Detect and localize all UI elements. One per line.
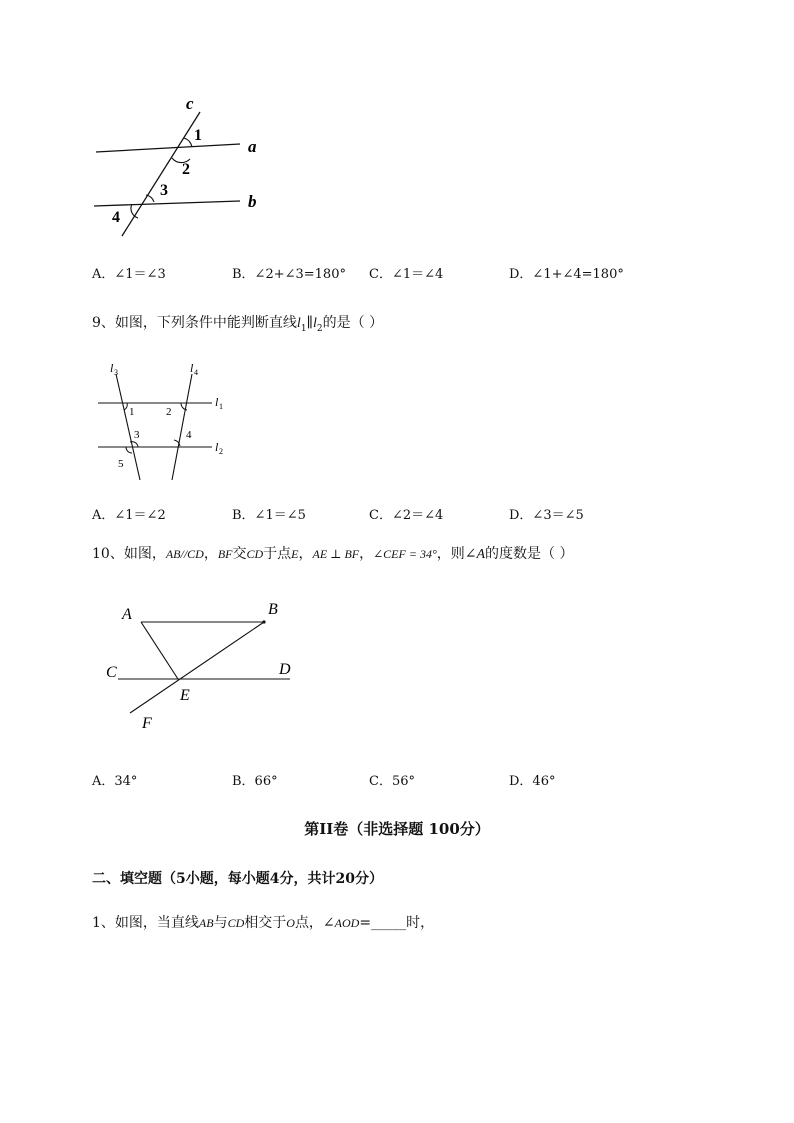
line-a [96,144,240,152]
label-C: C [106,664,117,681]
label-c: c [186,94,194,113]
angle-arc-4 [131,204,138,218]
q10-mid6: ，则∠ [436,546,477,562]
q8-figure [88,92,278,242]
label-B: B [268,601,278,618]
label-b: b [248,192,257,211]
fill1-ab: AB [198,916,214,930]
q9-option-c[interactable]: C．∠2＝∠4 [369,508,444,523]
q9-l2: l [313,316,317,331]
label-l4-sub: 4 [194,368,198,377]
q9-figure [94,360,244,485]
q8-option-d[interactable]: D．∠1+∠4=180° [509,267,624,282]
q9-suffix: 的是（ ） [322,315,384,331]
q10-figure [100,596,310,736]
line-b [94,201,240,206]
q9-option-b[interactable]: B．∠1＝∠5 [232,508,306,523]
q10-mid1: ， [203,546,218,562]
q10-option-a[interactable]: A．34° [92,774,138,789]
q10-e: E [291,547,299,561]
fill1-mid1: 与 [213,915,228,931]
q9-l2-sub: 2 [316,323,323,334]
q10-cd: CD [246,547,264,561]
label-a: a [248,137,257,156]
fill1-mid3: 点，∠ [294,915,335,931]
label-l2-sub: 2 [219,447,223,456]
q8-option-c[interactable]: C．∠1＝∠4 [369,267,444,282]
q8-option-b[interactable]: B．∠2+∠3=180° [232,267,346,282]
q9-parallel: ∥ [306,315,314,331]
part2-title: 第II卷（非选择题 100分） [304,820,490,838]
q9-l1-sub: 1 [300,323,307,334]
fill1-aod: AOD [334,916,360,930]
q10-option-b[interactable]: B．66° [232,774,278,789]
label-4: 4 [112,209,120,226]
q10-stem [92,543,574,563]
fill1-answer-blank[interactable]: =_____时， [359,915,435,931]
label-l3-sub: 3 [114,368,118,377]
q9-stem [92,312,383,334]
q10-ab-cd: AB//CD [165,547,204,561]
label-1: 1 [129,406,135,418]
q9-prefix: 9、如图，下列条件中能判断直线 [92,315,297,331]
q10-a: A [476,547,486,562]
label-4: 4 [186,429,192,441]
label-2: 2 [166,406,172,418]
section2-title: 二、填空题（5小题，每小题4分，共计20分） [92,871,383,887]
label-5: 5 [118,458,124,470]
label-l1: l [215,395,219,409]
fill1-prefix: 1、如图，当直线 [92,915,199,931]
label-l4: l [190,361,194,375]
angle-arc-5 [126,447,132,453]
label-F: F [142,715,152,732]
q10-mid3: 于点 [263,546,292,562]
q10-option-c[interactable]: C．56° [369,774,415,789]
angle-arc-1 [184,138,192,147]
q8-option-a[interactable]: A．∠1＝∠3 [92,267,166,282]
line-l4 [172,374,192,480]
q10-cef: ∠CEF = 34° [373,547,437,561]
q10-mid4: ， [298,546,313,562]
q10-mid5: ， [359,546,374,562]
fill1-mid2: 相交于 [244,915,287,931]
q10-suffix: 的度数是（ ） [485,546,574,562]
q10-ae-bf: AE ⊥ BF [312,547,360,561]
angle-arc-1 [124,403,127,410]
fill1-o: O [286,916,295,930]
label-A: A [122,606,132,623]
q9-option-d[interactable]: D．∠3＝∠5 [509,508,584,523]
label-3: 3 [160,182,168,199]
q10-bf: BF [217,547,233,561]
q10-option-d[interactable]: D．46° [509,774,556,789]
fill1-cd: CD [227,916,245,930]
label-l2: l [215,440,219,454]
q10-prefix: 10、如图， [92,546,166,562]
fill1-stem [92,912,434,932]
label-l3: l [110,361,114,375]
point-b-dot [262,620,265,623]
q9-option-a[interactable]: A．∠1＝∠2 [92,508,166,523]
label-E: E [180,687,190,704]
q10-mid2: 交 [232,546,247,562]
label-1: 1 [194,127,202,144]
label-3: 3 [134,429,140,441]
label-D: D [279,661,291,678]
label-2: 2 [182,161,190,178]
q9-l1: l [296,316,301,331]
label-l1-sub: 1 [219,402,223,411]
segment-ae [141,622,178,679]
